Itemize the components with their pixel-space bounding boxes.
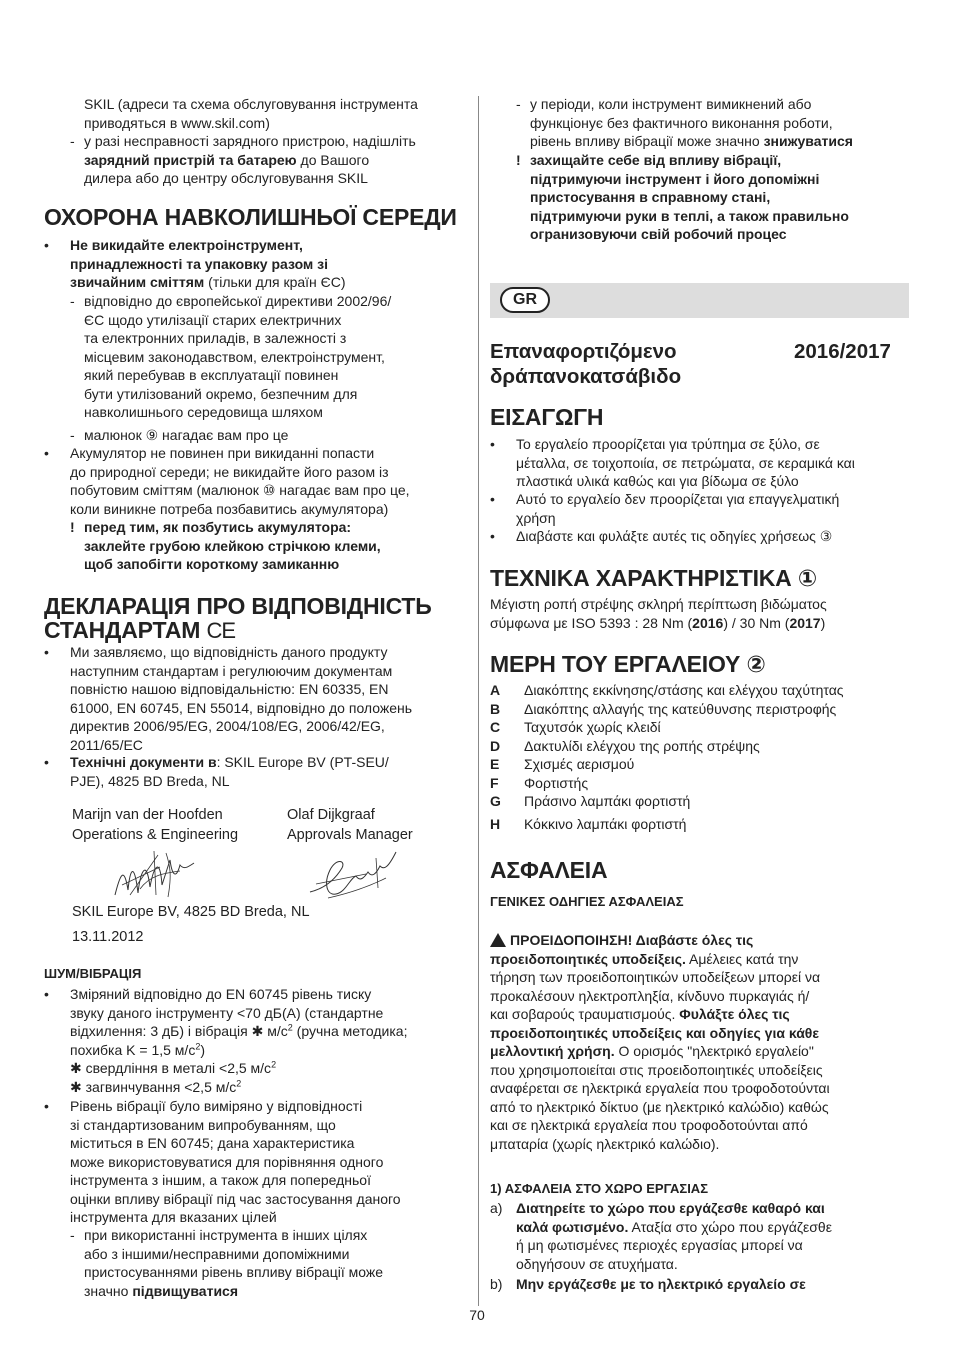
workplace-safety-title: 1) ΑΣΦΑΛΕΙΑ ΣΤΟ ΧΩΡΟ ΕΡΓΑΣΙΑΣ xyxy=(490,1181,708,1196)
decl-bullet-1: • Ми заявляємо, що відповідність даного продукту наступним стандартам і регулюючим документам повністю нашою відповідальністю: EN 60335, EN 61000, EN 60745, EN 55014, відповідно до положень директив 2006/95/EG, 2004/108/EG, 2006/42/EG, 2011/65/EC xyxy=(44,644,413,753)
list-item: C Ταχυτσόκ χωρίς κλειδί xyxy=(490,719,661,735)
product-title: Επαναφορτιζόμενο δράπανοκατσάβιδο xyxy=(490,340,682,388)
intro-text: SKIL (адреси та схема обслуговування інструмента приводяться в www.skil.com) xyxy=(84,96,418,131)
parts-section-title: ΜΕΡΗ ΤΟΥ ΕΡΓΑΛΕΙΟΥ ② xyxy=(490,651,766,677)
list-item: G Πράσινο λαμπάκι φορτιστή xyxy=(490,793,691,809)
warning-icon: ! xyxy=(70,519,75,535)
vibration-warning: ! захищайте себе від впливу вібрації, підтримуючи інструмент і його допоміжні пристосування в справному стані, підтримуючи руки в теплі, а також правильно огранизовуючи свій робочий процес xyxy=(516,152,849,242)
list-item: H Κόκκινο λαμπάκι φορτιστή xyxy=(490,815,687,832)
safety-item-a: a) Διατηρείτε το χώρο που εργάζεσθε καθαρό και καλά φωτισμένο. Αταξία στο χώρο που εργάζεσθε ή μη φωτισμένες περιοχές εργασίας μπορεί να οδηγήσουν σε ατυχήματα. xyxy=(490,1200,832,1272)
language-bar xyxy=(490,283,909,318)
decl-section-title: ДЕКЛАРАЦІЯ ПРО ВІДПОВІДНІСТЬ СТАНДАРТАМ CE xyxy=(44,593,432,643)
intro-dash-item: - у разі несправності зарядного пристрою, надішліть зарядний пристрій та батарею до Вашого дилера або до центру обслуговування SKIL xyxy=(70,133,416,186)
intro-bullet-3: • Διαβάστε και φυλάξτε αυτές τις οδηγίες χρήσεως ③ xyxy=(490,528,833,544)
date: 13.11.2012 xyxy=(72,929,144,945)
company-address: SKIL Europe BV, 4825 BD Breda, NL xyxy=(72,904,310,920)
noise-bullet-2: • Рівень вібрації було виміряно у відповідності зі стандартизованим випробуванням, що міститься в EN 60745; дана характеристика може використовуватися для порівняння одного інструмента з іншим, а також для попередньої оцінки впливу вібрації під час застосування даного інструмента для вказаних цілей xyxy=(44,1098,401,1225)
tech-text: Μέγιστη ροπή στρέψης σκληρή περίπτωση βιδώματος σύμφωνα με ISO 5393 : 28 Nm (2016) / 30 Nm (2017) xyxy=(490,596,827,631)
list-item: B Διακόπτης αλλαγής της κατεύθυνσης περιστροφής xyxy=(490,700,837,717)
signature-2 xyxy=(306,848,401,903)
signatory-2: Olaf Dijkgraaf Approvals Manager xyxy=(287,807,413,843)
warning-icon: ! xyxy=(516,152,521,168)
noise-section-title: ШУМ/ВІБРАЦІЯ xyxy=(44,966,142,981)
env-dash-1: - відповідно до європейської директиви 2002/96/ ЄС щодо утилізації старих електричних та електронних приладів, в залежності з місцевим законодавством, електроінструмент, який перебував в експлуатації повинен бути утилізований окремо, безпечним для навколишнього середовища шляхом xyxy=(70,293,392,420)
list-item: E Σχισμές αερισμού xyxy=(490,756,635,772)
env-section-title: ОХОРОНА НАВКОЛИШНЬОЇ СЕРЕДИ xyxy=(44,204,457,230)
intro-bullet-2: • Αυτό το εργαλείο δεν προορίζεται για επαγγελματική χρήση xyxy=(490,491,840,526)
env-bullet-2: • Акумулятор не повинен при викиданні попасти до природної середи; не викидайте його разом із побутовим сміттям (малюнок ⑩ нагадає вам про це, коли виникне потреба позбавитись акумулятора) xyxy=(44,445,410,517)
intro-bullet-1: • Το εργαλείο προορίζεται για τρύπημα σε ξύλο, σε μέταλλα, σε τοιχοποιία, σε πετρώματα, σε κεραμικά και πλαστικά υλικά καθώς και για βίδωμα σε ξύλο xyxy=(490,436,855,489)
safety-item-b: b) Μην εργάζεσθε με το ηλεκτρικό εργαλείο σε xyxy=(490,1276,806,1292)
safety-section-title: ΑΣΦΑΛΕΙΑ xyxy=(490,857,608,883)
intro-section-title: ΕΙΣΑΓΩΓΗ xyxy=(490,404,604,430)
vibration-dash-2: - у періоди, коли інструмент вимикнений або функціонує без фактичного виконання роботи, рівень впливу вібрації може значно знижуватися xyxy=(516,96,853,149)
env-bullet-1: • Не викидайте електроінструмент, принадлежності та упаковку разом зі звичайним сміттям (тільки для країн ЄС) xyxy=(44,237,346,290)
noise-bullet-1: • Зміряний відповідно до EN 60745 рівень тиску звуку даного інструменту <70 дБ(A) (стандартне відхилення: 3 дБ) і вібрація ✱ $м/с^2$ (ручна методика; похибка K = 1,5 $м/с^2$) ✱ свердління в металі <2,5 $м/с^2$ ✱ загвинчування <2,5 $м/с^2$ xyxy=(44,986,408,1095)
signatory-1: Marijn van der Hoofden Operations & Engineering xyxy=(72,807,239,843)
list-item: D Δακτυλίδι ελέγχου της ροπής στρέψης xyxy=(490,737,760,754)
noise-dash-1: - при використанні інструмента в інших цілях або з іншими/несправними допоміжними пристосуваннями рівень впливу вібрації може значно підвищуватися xyxy=(70,1227,384,1299)
general-warning: ΠΡΟΕΙΔΟΠΟΙΗΣΗ! Διαβάστε όλες τις προειδοποιητικές υποδείξεις. Αμέλειες κατά την τήρηση των προειδοποιητικών υποδείξεων μπορεί να προκαλέσουν ηλεκτροπληξία, κίνδυνο πυρκαγιάς ή/ και σοβαρούς τραυματισμούς. Φυλάξτε όλες τις προειδοποιητικές υποδείξεις και οδηγίες για κάθε μελλοντική χρήση. Ο ορισμός "ηλεκτρικό εργαλείο" που χρησιμοποιείται στις προειδοποιητικές υποδείξεις αναφέρεται σε ηλεκτρικά εργαλεία που τροφοδοτούνται από το ηλεκτρικό δίκτυο (με ηλεκτρικό καλώδιο) καθώς και σε ηλεκτρικά εργαλεία που τροφοδοτούνται από μπαταρία (χωρίς ηλεκτρικό καλώδιο). xyxy=(490,932,830,1152)
tech-section-title: ΤΕΧΝΙΚΑ ΧΑΡΑΚΤΗΡΙΣΤΙΚΑ ① xyxy=(490,565,818,591)
list-item: F Φορτιστής xyxy=(490,774,589,791)
ce-mark-icon: CE xyxy=(206,618,236,643)
list-item: A Διακόπτης εκκίνησης/στάσης και ελέγχου ταχύτητας xyxy=(490,682,844,698)
signature-1 xyxy=(110,845,200,905)
page-number: 70 xyxy=(469,1307,485,1323)
general-safety-title: ΓΕΝΙΚΕΣ ΟΔΗΓΙΕΣ ΑΣΦΑΛΕΙΑΣ xyxy=(490,894,684,909)
language-badge: GR xyxy=(500,287,550,313)
column-divider xyxy=(478,96,479,1306)
decl-bullet-2: • Технічні документи в: SKIL Europe BV (PT-SEU/ PJE), 4825 BD Breda, NL xyxy=(44,754,389,789)
warning-triangle-icon xyxy=(490,933,506,947)
env-warning: ! перед тим, як позбутись акумулятора: заклейте грубою клейкою стрічкою клеми, щоб запобігти короткому замиканню xyxy=(70,519,381,572)
env-dash-2: - малюнок ⑨ нагадає вам про це xyxy=(70,427,289,443)
parts-list xyxy=(490,681,910,833)
model-number: 2016/2017 xyxy=(794,340,891,363)
